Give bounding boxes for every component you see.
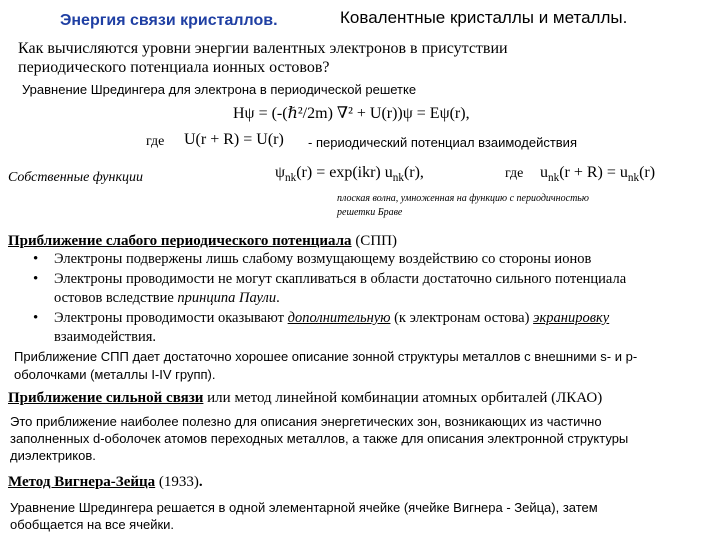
bloch-function: $\psi_{nk}(r) = \exp(ikr)$ $u_{nk}(r)$, [275, 164, 424, 185]
periodic-potential-equation: U(r + R) = U(r) [184, 131, 284, 148]
bloch-note-line-2: решетки Браве [337, 207, 403, 218]
weak-bullet-1: Электроны подвержены лишь слабому возмущающему воздействию со стороны ионов [54, 251, 592, 267]
wigner-text-line-2: обобщается на все ячейки. [10, 517, 175, 532]
weak-potential-heading: Приближение слабого периодического потенциала (СПП) [8, 233, 397, 249]
weak-bullet-3-line-1: Электроны проводимости оказывают дополнительную (к электронам остова) экранировку [54, 310, 610, 326]
slide-title: Ковалентные кристаллы и металлы. [340, 8, 628, 27]
question-line-2: периодического потенциала ионных остовов? [18, 59, 330, 76]
strong-binding-heading: Приближение сильной связи или метод линейной комбинации атомных орбиталей (ЛКАО) [8, 390, 603, 406]
where-label-1: где [146, 134, 165, 149]
weak-summary-line-2: оболочками (металлы I-IV групп). [14, 367, 216, 382]
bullet-icon: • [33, 310, 39, 326]
bloch-note-line-1: плоская волна, умноженная на функцию с периодичностью [337, 193, 589, 204]
schrodinger-label: Уравнение Шредингера для электрона в периодической решетке [22, 82, 417, 97]
wigner-text-line-1: Уравнение Шредингера решается в одной элементарной ячейке (ячейке Вигнера - Зейца), затем [10, 500, 598, 515]
weak-bullet-3-line-2: взаимодействия. [54, 329, 157, 345]
bullet-icon: • [33, 271, 39, 287]
strong-text-line-1: Это приближение наиболее полезно для описания энергетических зон, возникающих из частично [10, 414, 602, 429]
weak-bullet-2-line-2: остовов вследствие принципа Паули. [54, 290, 280, 306]
bloch-periodicity: $u_{nk}(r + R) = u_{nk}(r)$ [540, 164, 656, 185]
eigenfunctions-label: Собственные функции [8, 170, 143, 185]
strong-text-line-2: заполненных d-оболочек атомов переходных металлов, а также для описания электронной структуры [10, 431, 629, 446]
wigner-seitz-heading: Метод Вигнера-Зейца (1933). [8, 474, 203, 490]
bullet-icon: • [33, 251, 39, 267]
weak-summary-line-1: Приближение СПП дает достаточно хорошее описание зонной структуры металлов с внешними s- и p- [14, 349, 638, 364]
weak-bullet-2-line-1: Электроны проводимости не могут скапливаться в области достаточно сильного потенциала [54, 271, 627, 287]
question-line-1: Как вычисляются уровни энергии валентных электронов в присутствии [18, 40, 508, 57]
section-subtitle: Энергия связи кристаллов. [60, 12, 278, 29]
strong-text-line-3: диэлектриков. [10, 448, 96, 463]
where-label-2: где [505, 166, 524, 181]
periodic-potential-note: - периодический потенциал взаимодействия [308, 135, 577, 150]
schrodinger-equation: Hψ = (-(ℏ²/2m) ∇² + U(r))ψ = Eψ(r), [233, 105, 470, 122]
